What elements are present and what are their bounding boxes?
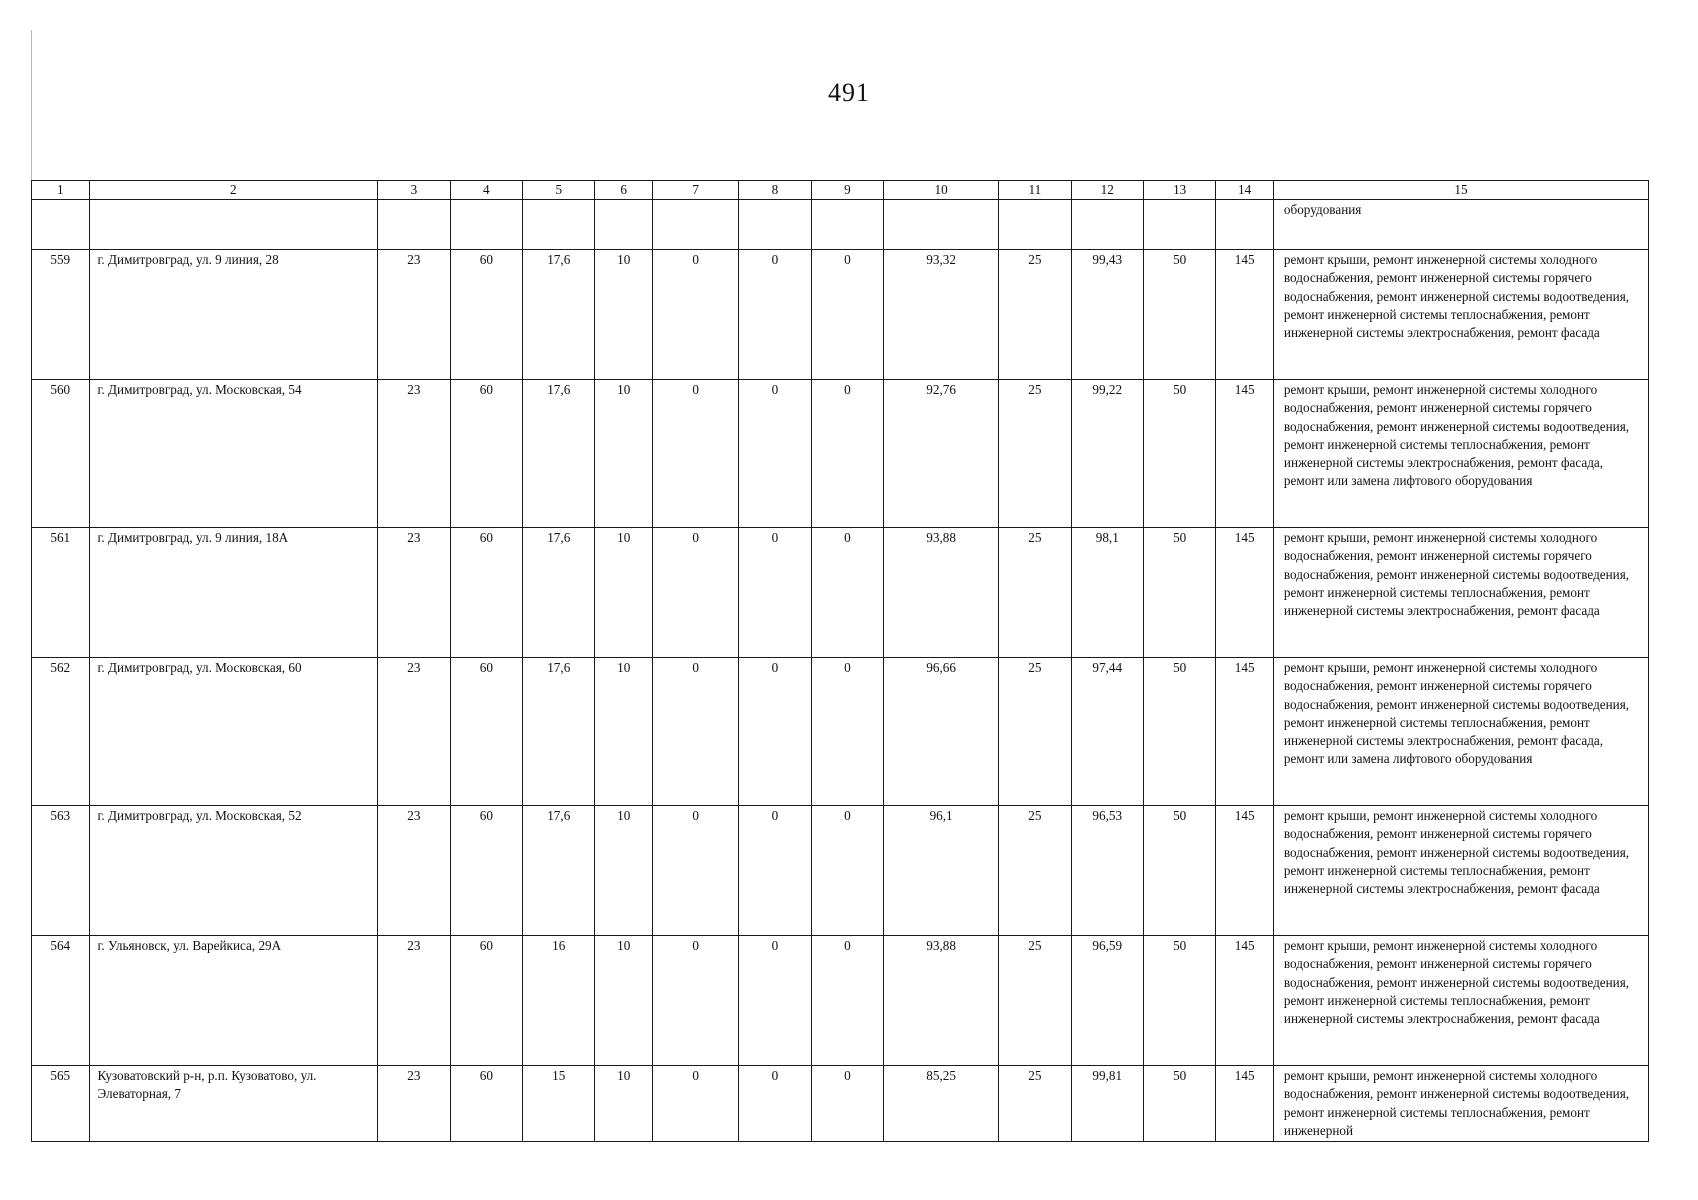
value-cell: 25 — [999, 806, 1071, 936]
value-cell: 93,88 — [884, 528, 999, 658]
column-number: 12 — [1071, 181, 1143, 200]
value-cell: 99,43 — [1071, 250, 1143, 380]
value-cell: 96,1 — [884, 806, 999, 936]
value-cell: 0 — [811, 806, 883, 936]
value-cell: 0 — [811, 936, 883, 1066]
value-cell: 0 — [739, 250, 811, 380]
value-cell: 0 — [739, 806, 811, 936]
value-cell: 0 — [739, 936, 811, 1066]
column-number: 6 — [595, 181, 653, 200]
works-cell: ремонт крыши, ремонт инженерной системы холодного водоснабжения, ремонт инженерной системы водоотведения, ремонт инженерной системы теплоснабжения, ремонт инженерной — [1273, 1066, 1648, 1142]
value-cell: 145 — [1216, 380, 1274, 528]
value-cell: 145 — [1216, 658, 1274, 806]
address-cell: г. Димитровград, ул. Московская, 52 — [89, 806, 378, 936]
continuation-text: оборудования — [1273, 200, 1648, 250]
column-number: 11 — [999, 181, 1071, 200]
value-cell: 25 — [999, 1066, 1071, 1142]
value-cell: 23 — [378, 250, 450, 380]
table-row — [32, 250, 1649, 380]
value-cell: 0 — [652, 1066, 738, 1142]
value-cell: 145 — [1216, 936, 1274, 1066]
value-cell: 50 — [1143, 806, 1215, 936]
row-number: 564 — [32, 936, 90, 1066]
value-cell: 0 — [811, 528, 883, 658]
value-cell: 93,88 — [884, 936, 999, 1066]
value-cell: 92,76 — [884, 380, 999, 528]
row-number: 563 — [32, 806, 90, 936]
value-cell: 10 — [595, 528, 653, 658]
column-number: 10 — [884, 181, 999, 200]
value-cell: 96,53 — [1071, 806, 1143, 936]
value-cell: 0 — [739, 658, 811, 806]
value-cell: 0 — [652, 658, 738, 806]
value-cell: 145 — [1216, 806, 1274, 936]
value-cell: 23 — [378, 1066, 450, 1142]
value-cell: 98,1 — [1071, 528, 1143, 658]
address-cell: г. Димитровград, ул. 9 линия, 18А — [89, 528, 378, 658]
value-cell: 23 — [378, 658, 450, 806]
column-number: 3 — [378, 181, 450, 200]
value-cell: 25 — [999, 528, 1071, 658]
table-row — [32, 658, 1649, 806]
value-cell: 50 — [1143, 250, 1215, 380]
row-number: 560 — [32, 380, 90, 528]
value-cell: 145 — [1216, 250, 1274, 380]
works-cell: ремонт крыши, ремонт инженерной системы холодного водоснабжения, ремонт инженерной системы горячего водоснабжения, ремонт инженерной системы водоотведения, ремонт инженерной системы теплоснабжения, ремонт инженерной системы электроснабжения, ремонт фасада, ремонт или замена лифтового оборудования — [1273, 658, 1648, 806]
table-row — [32, 936, 1649, 1066]
works-cell: ремонт крыши, ремонт инженерной системы холодного водоснабжения, ремонт инженерной системы горячего водоснабжения, ремонт инженерной системы водоотведения, ремонт инженерной системы теплоснабжения, ремонт инженерной системы электроснабжения, ремонт фасада — [1273, 528, 1648, 658]
value-cell: 145 — [1216, 528, 1274, 658]
value-cell: 96,66 — [884, 658, 999, 806]
table-row — [32, 380, 1649, 528]
column-number: 4 — [450, 181, 522, 200]
value-cell: 16 — [523, 936, 595, 1066]
value-cell: 93,32 — [884, 250, 999, 380]
works-cell: ремонт крыши, ремонт инженерной системы холодного водоснабжения, ремонт инженерной системы горячего водоснабжения, ремонт инженерной системы водоотведения, ремонт инженерной системы теплоснабжения, ремонт инженерной системы электроснабжения, ремонт фасада, ремонт или замена лифтового оборудования — [1273, 380, 1648, 528]
column-number: 15 — [1273, 181, 1648, 200]
value-cell: 0 — [652, 380, 738, 528]
value-cell: 17,6 — [523, 528, 595, 658]
value-cell: 99,81 — [1071, 1066, 1143, 1142]
value-cell: 60 — [450, 528, 522, 658]
row-number: 561 — [32, 528, 90, 658]
value-cell: 60 — [450, 658, 522, 806]
value-cell: 0 — [652, 936, 738, 1066]
value-cell: 25 — [999, 936, 1071, 1066]
value-cell: 0 — [739, 1066, 811, 1142]
address-cell: г. Димитровград, ул. Московская, 60 — [89, 658, 378, 806]
value-cell: 60 — [450, 250, 522, 380]
value-cell: 50 — [1143, 380, 1215, 528]
value-cell: 50 — [1143, 528, 1215, 658]
value-cell: 50 — [1143, 658, 1215, 806]
value-cell: 0 — [739, 380, 811, 528]
value-cell: 17,6 — [523, 658, 595, 806]
value-cell: 85,25 — [884, 1066, 999, 1142]
value-cell: 23 — [378, 806, 450, 936]
table-row — [32, 806, 1649, 936]
value-cell: 50 — [1143, 1066, 1215, 1142]
value-cell: 0 — [652, 806, 738, 936]
value-cell: 10 — [595, 658, 653, 806]
register-table — [31, 180, 1649, 1142]
value-cell: 50 — [1143, 936, 1215, 1066]
row-number: 559 — [32, 250, 90, 380]
value-cell: 15 — [523, 1066, 595, 1142]
value-cell: 60 — [450, 380, 522, 528]
page-number: 491 — [828, 78, 870, 107]
value-cell: 145 — [1216, 1066, 1274, 1142]
value-cell: 10 — [595, 250, 653, 380]
margin-line — [31, 30, 32, 190]
continuation-row — [32, 200, 1649, 250]
value-cell: 0 — [811, 1066, 883, 1142]
value-cell: 25 — [999, 250, 1071, 380]
table-row — [32, 528, 1649, 658]
value-cell: 10 — [595, 380, 653, 528]
value-cell: 0 — [811, 380, 883, 528]
value-cell: 60 — [450, 1066, 522, 1142]
value-cell: 17,6 — [523, 806, 595, 936]
works-cell: ремонт крыши, ремонт инженерной системы холодного водоснабжения, ремонт инженерной системы горячего водоснабжения, ремонт инженерной системы водоотведения, ремонт инженерной системы теплоснабжения, ремонт инженерной системы электроснабжения, ремонт фасада — [1273, 936, 1648, 1066]
row-number: 562 — [32, 658, 90, 806]
column-number: 14 — [1216, 181, 1274, 200]
column-number: 8 — [739, 181, 811, 200]
value-cell: 96,59 — [1071, 936, 1143, 1066]
value-cell: 0 — [811, 658, 883, 806]
column-number: 5 — [523, 181, 595, 200]
row-number: 565 — [32, 1066, 90, 1142]
column-number: 7 — [652, 181, 738, 200]
value-cell: 23 — [378, 380, 450, 528]
value-cell: 17,6 — [523, 380, 595, 528]
column-number: 9 — [811, 181, 883, 200]
value-cell: 0 — [652, 528, 738, 658]
value-cell: 25 — [999, 658, 1071, 806]
value-cell: 0 — [652, 250, 738, 380]
value-cell: 25 — [999, 380, 1071, 528]
column-number-row — [32, 181, 1649, 200]
value-cell: 10 — [595, 936, 653, 1066]
column-number: 2 — [89, 181, 378, 200]
column-number: 1 — [32, 181, 90, 200]
value-cell: 23 — [378, 528, 450, 658]
address-cell: г. Димитровград, ул. 9 линия, 28 — [89, 250, 378, 380]
address-cell: г. Ульяновск, ул. Варейкиса, 29А — [89, 936, 378, 1066]
address-cell: г. Димитровград, ул. Московская, 54 — [89, 380, 378, 528]
value-cell: 60 — [450, 806, 522, 936]
value-cell: 0 — [811, 250, 883, 380]
value-cell: 23 — [378, 936, 450, 1066]
value-cell: 10 — [595, 1066, 653, 1142]
address-cell: Кузоватовский р-н, р.п. Кузоватово, ул. Элеваторная, 7 — [89, 1066, 378, 1142]
value-cell: 0 — [739, 528, 811, 658]
value-cell: 60 — [450, 936, 522, 1066]
value-cell: 99,22 — [1071, 380, 1143, 528]
column-number: 13 — [1143, 181, 1215, 200]
works-cell: ремонт крыши, ремонт инженерной системы холодного водоснабжения, ремонт инженерной системы горячего водоснабжения, ремонт инженерной системы водоотведения, ремонт инженерной системы теплоснабжения, ремонт инженерной системы электроснабжения, ремонт фасада — [1273, 250, 1648, 380]
table-row — [32, 1066, 1649, 1142]
value-cell: 17,6 — [523, 250, 595, 380]
value-cell: 97,44 — [1071, 658, 1143, 806]
value-cell: 10 — [595, 806, 653, 936]
works-cell: ремонт крыши, ремонт инженерной системы холодного водоснабжения, ремонт инженерной системы горячего водоснабжения, ремонт инженерной системы водоотведения, ремонт инженерной системы теплоснабжения, ремонт инженерной системы электроснабжения, ремонт фасада — [1273, 806, 1648, 936]
